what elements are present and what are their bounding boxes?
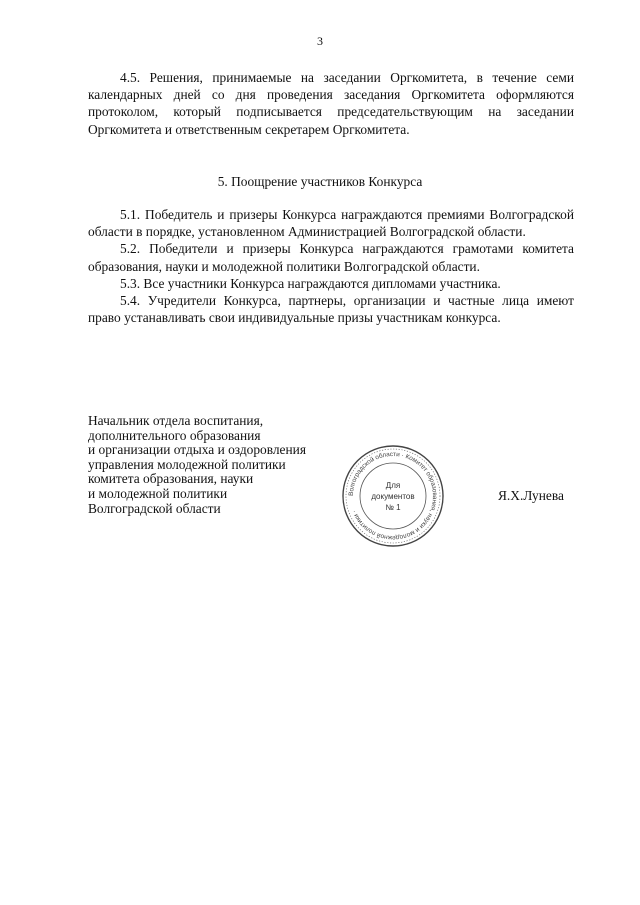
signer-name: Я.Х.Лунева [498,488,564,503]
section-title: 5. Поощрение участников Конкурса [217,174,423,189]
stamp-ring-text: Волгоградской области · Комитет образования, науки и молодежной политики · [347,450,439,542]
paragraph-5-2: 5.2. Победители и призеры Конкурса награждаются грамотами комитета образования, науки и молодежной политики Волгоградской области. [88,241,574,274]
signer-position-line: Волгоградской области [88,500,221,516]
signer-position-line: дополнительного образования [88,427,261,443]
page-number: 3 [317,34,323,48]
signer-position-line: Начальник отдела воспитания, [88,413,264,428]
paragraph-5-4: 5.4. Учредители Конкурса, партнеры, организации и частные лица имеют право устанавливать свои индивидуальные призы участникам конкурса. [88,293,574,326]
signer-position-line: управления молодежной политики [88,456,286,472]
paragraph-4-5: 4.5. Решения, принимаемые на заседании Оргкомитета, в течение семи календарных дней со дня проведения заседания Оргкомитета оформляются протоколом, который подписывается председательствующим на заседании Оргкомитета и ответственным секретарем Оргкомитета. [88,70,574,137]
stamp-center-line: № 1 [385,503,401,512]
signer-position-line: комитета образования, науки [88,471,254,487]
section-4-text [88,69,574,138]
signer-position-line: и молодежной политики [88,485,228,501]
signer-position [88,414,306,516]
stamp-center-line: документов [371,492,415,501]
paragraph-5-1: 5.1. Победитель и призеры Конкурса награждаются премиями Волгоградской области в порядке, установленном Администрацией Волгоградской области. [88,207,574,240]
section-5-text [88,206,574,326]
stamp-center-line: Для [385,481,401,490]
official-stamp [341,444,445,548]
signer-position-line: и организации отдыха и оздоровления [88,442,306,458]
paragraph-5-3: 5.3. Все участники Конкурса награждаются дипломами участника. [120,275,501,291]
